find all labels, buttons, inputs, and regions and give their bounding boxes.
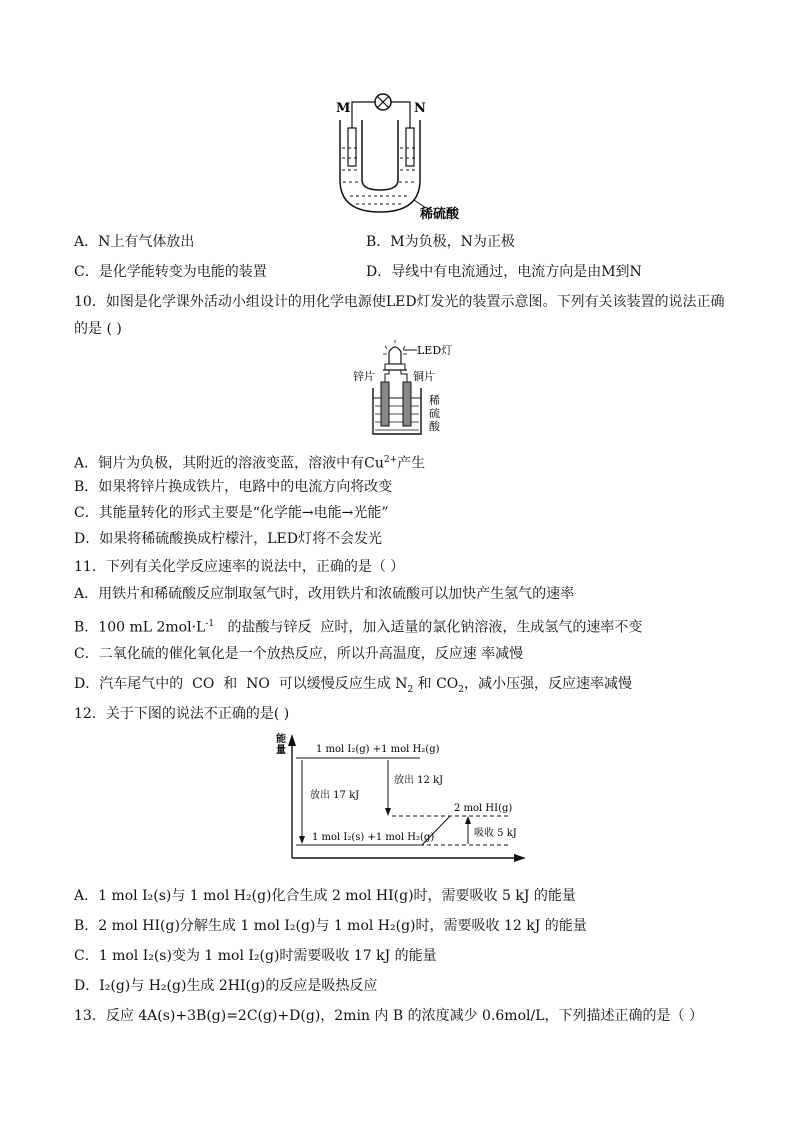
electrode-label-m: M (336, 101, 351, 116)
wire-left (352, 102, 375, 128)
label-release-12kj: 放出 12 kJ (394, 775, 444, 786)
q11-option-b-suffix: 的盐酸与锌反 应时，加入适量的氯化钠溶液，生成氢气的速率不变 (214, 619, 643, 636)
label-i2g-h2g: 1 mol I₂(g) +1 mol H₂(g) (316, 744, 440, 755)
q9-option-a: A．N上有气体放出 (74, 234, 195, 250)
q11-option-b (74, 614, 642, 638)
energy-diagram-figure (272, 728, 528, 868)
q10-option-d: D．如果将稀硫酸换成柠檬汁，LED灯将不会发光 (74, 531, 382, 547)
q12-option-b: B．2 mol HI(g)分解生成 1 mol I₂(g)与 1 mol H₂(g)时，需要吸收 12 kJ 的能量 (74, 918, 587, 934)
q10-option-a-suffix: 产生 (397, 455, 426, 472)
q11-option-b-exp: -1 (205, 619, 215, 629)
electrode-m (348, 128, 356, 166)
q11-option-c: C．二氧化硫的催化氧化是一个放热反应，所以升高温度，反应速 率减慢 (74, 646, 524, 662)
copper-label: 铜片 (413, 370, 435, 383)
zinc-plate (381, 382, 389, 426)
q10-option-a-text: A．铜片为负极，其附近的溶液变蓝，溶液中有Cu (74, 455, 384, 472)
q12-option-d: D．I₂(g)与 H₂(g)生成 2HI(g)的反应是吸热反应 (74, 978, 378, 994)
q11-option-d-sub2: 2 (458, 684, 465, 695)
acid-char-2: 硫 (429, 407, 440, 420)
q11-option-d-text: D．汽车尾气中的 CO 和 NO 可以缓慢反应生成 N (74, 676, 408, 692)
q11-option-d (74, 674, 632, 700)
acid-label: 稀硫酸 (420, 207, 460, 222)
q10-option-a-charge: 2+ (383, 455, 398, 465)
led-bulb-icon (389, 347, 401, 364)
u-tube-cell-figure (330, 90, 470, 225)
q12-option-c: C．1 mol I₂(s)变为 1 mol I₂(g)时需要吸收 17 kJ 的能量 (74, 948, 437, 964)
label-i2s-h2g: 1 mol I₂(s) +1 mol H₂(g) (312, 832, 435, 843)
q9-option-d: D．导线中有电流通过，电流方向是由M到N (366, 264, 642, 280)
q12-stem: 12．关于下图的说法不正确的是( ) (74, 706, 290, 722)
q13-stem: 13．反应 4A(s)+3B(g)=2C(g)+D(g)，2min 内 B 的浓度减少 0.6mol/L，下列描述正确的是（ ） (74, 1008, 703, 1024)
q10-option-c: C．其能量转化的形式主要是“化学能→电能→光能” (74, 505, 389, 521)
q12-option-a: A．1 mol I₂(s)与 1 mol H₂(g)化合生成 2 mol HI(g)时，需要吸收 5 kJ 的能量 (74, 888, 576, 904)
q9-option-b: B．M为负极，N为正极 (366, 234, 515, 250)
q10-option-b: B．如果将锌片换成铁片，电路中的电流方向将改变 (74, 479, 393, 495)
label-release-17kj: 放出 17 kJ (310, 790, 360, 801)
q10-option-a (74, 450, 425, 474)
q10-stem-line1: 10．如图是化学课外活动小组设计的用化学电源使LED灯发光的装置示意图。下列有关该装置的说法正确 (74, 294, 725, 310)
wire-right (391, 102, 410, 128)
q11-option-d-sub1: 2 (407, 684, 414, 695)
q11-stem: 11．下列有关化学反应速率的说法中，正确的是（ ） (74, 559, 405, 575)
electrode-n (406, 128, 414, 166)
zinc-label: 锌片 (353, 370, 375, 383)
electrode-label-n: N (414, 101, 426, 116)
q10-stem-line2: 的是 ( ) (74, 321, 122, 337)
label-2hi: 2 mol HI(g) (454, 803, 513, 814)
u-tube-inner (362, 120, 398, 190)
beaker (373, 388, 421, 434)
acid-char-3: 酸 (429, 420, 440, 433)
led-cell-figure (345, 340, 465, 440)
label-absorb-5kj: 吸收 5 kJ (474, 828, 517, 839)
q9-option-c: C．是化学能转变为电能的装置 (74, 264, 267, 280)
q11-option-b-text: B．100 mL 2mol·L (74, 619, 206, 636)
acid-char-1: 稀 (429, 394, 440, 407)
q11-option-d-suffix: ，减小压强，反应速率减慢 (464, 676, 633, 692)
axis-label-char1: 能 (276, 734, 286, 745)
led-label: LED灯 (417, 344, 453, 357)
axis-label-char2: 量 (276, 745, 286, 756)
copper-plate (403, 382, 411, 426)
q11-option-d-mid: 和 CO (413, 676, 459, 692)
q11-option-a: A．用铁片和稀硫酸反应制取氢气时，改用铁片和浓硫酸可以加快产生氢气的速率 (74, 586, 575, 602)
